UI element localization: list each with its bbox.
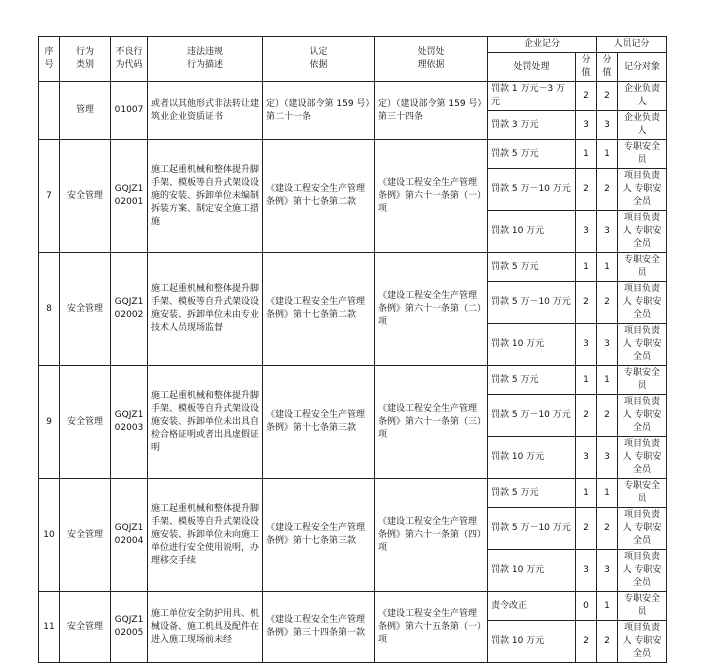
cell-penalty: 罚款 5 万－10 万元: [488, 508, 576, 550]
table-row: [39, 253, 667, 282]
cell-penalty-basis: 《建设工程安全生产管理条例》第六十一条第（四）项: [375, 479, 488, 592]
cell-target: 企业负责人: [618, 82, 667, 111]
cell-person-score: 1: [597, 592, 618, 621]
cell-seq: 9: [39, 366, 60, 479]
cell-company-score: 2: [576, 82, 597, 111]
cell-description: 或者以其他形式非法转让建筑业企业资质证书: [148, 82, 263, 140]
cell-penalty: 罚款 5 万元: [488, 140, 576, 169]
cell-penalty: 罚款 10 万元: [488, 621, 576, 663]
cell-seq: 8: [39, 253, 60, 366]
penalty-score-table: [38, 36, 667, 663]
cell-company-score: 2: [576, 508, 597, 550]
cell-penalty: 罚款 10 万元: [488, 550, 576, 592]
cell-seq: 10: [39, 479, 60, 592]
cell-target: 项目负责人 专职安全员: [618, 324, 667, 366]
cell-basis: 定）（建设部令第 159 号）第二十一条: [263, 82, 375, 140]
cell-basis: 《建设工程安全生产管理条例》第十七条第三款: [263, 479, 375, 592]
cell-target: 项目负责人 专职安全员: [618, 621, 667, 663]
cell-basis: 《建设工程安全生产管理条例》第十七条第二款: [263, 140, 375, 253]
cell-company-score: 1: [576, 479, 597, 508]
cell-company-score: 2: [576, 395, 597, 437]
cell-person-score: 3: [597, 211, 618, 253]
cell-code: GQJZ1 02002: [111, 253, 148, 366]
cell-target: 专职安全员: [618, 253, 667, 282]
cell-code: GQJZ1 02004: [111, 479, 148, 592]
table-row: [39, 479, 667, 508]
table-row: [39, 140, 667, 169]
cell-description: 施工起重机械和整体提升脚手架、模板等自升式架设设施安装、拆卸单位未由专业技术人员现场监督: [148, 253, 263, 366]
cell-person-score: 2: [597, 169, 618, 211]
cell-person-score: 3: [597, 437, 618, 479]
cell-target: 企业负责人: [618, 111, 667, 140]
cell-category: 管理: [60, 82, 111, 140]
header-person-score: 人员记分: [597, 37, 667, 53]
cell-person-score: 1: [597, 479, 618, 508]
header-company-value: 分值: [576, 53, 597, 82]
header-desc: 违法违规 行为描述: [148, 37, 263, 82]
cell-penalty: 罚款 5 万－10 万元: [488, 395, 576, 437]
cell-penalty-basis: 《建设工程安全生产管理条例》第六十一条第（三）项: [375, 366, 488, 479]
cell-company-score: 2: [576, 169, 597, 211]
cell-penalty-basis: 《建设工程安全生产管理条例》第六十一条第（二）项: [375, 253, 488, 366]
cell-company-score: 3: [576, 550, 597, 592]
header-penalty: 处罚处理: [488, 53, 576, 82]
header-penalty-basis: 处罚处 理依据: [375, 37, 488, 82]
cell-target: 专职安全员: [618, 140, 667, 169]
cell-code: 01007: [111, 82, 148, 140]
cell-target: 项目负责人 专职安全员: [618, 211, 667, 253]
cell-description: 施工起重机械和整体提升脚手架、模板等自升式架设设施安装、拆卸单位未出具自检合格证明或者出具虚假证明: [148, 366, 263, 479]
cell-code: GQJZ1 02005: [111, 592, 148, 663]
cell-penalty: 罚款 5 万－10 万元: [488, 169, 576, 211]
cell-basis: 《建设工程安全生产管理条例》第三十四条第一款: [263, 592, 375, 663]
cell-seq: 7: [39, 140, 60, 253]
header-person-value: 分值: [597, 53, 618, 82]
cell-description: 施工起重机械和整体提升脚手架、模板等自升式架设设施安装、拆卸单位未向施工单位进行安全使用说明，办理移交手续: [148, 479, 263, 592]
cell-description: 施工起重机械和整体提升脚手架、模板等自升式架设设施的安装、拆卸单位未编制拆装方案、制定安全施工措施: [148, 140, 263, 253]
cell-penalty: 罚款 10 万元: [488, 211, 576, 253]
cell-category: 安全管理: [60, 479, 111, 592]
cell-basis: 《建设工程安全生产管理条例》第十七条第三款: [263, 366, 375, 479]
cell-target: 专职安全员: [618, 366, 667, 395]
cell-person-score: 2: [597, 82, 618, 111]
cell-person-score: 1: [597, 366, 618, 395]
cell-target: 项目负责人 专职安全员: [618, 282, 667, 324]
cell-company-score: 3: [576, 437, 597, 479]
cell-person-score: 2: [597, 621, 618, 663]
cell-code: GQJZ1 02003: [111, 366, 148, 479]
cell-person-score: 3: [597, 550, 618, 592]
cell-person-score: 2: [597, 508, 618, 550]
cell-penalty: 罚款 5 万元: [488, 479, 576, 508]
cell-category: 安全管理: [60, 140, 111, 253]
cell-person-score: 1: [597, 253, 618, 282]
table-body: [39, 82, 667, 663]
cell-penalty: 罚款 5 万元: [488, 253, 576, 282]
cell-category: 安全管理: [60, 253, 111, 366]
header-company-score: 企业记分: [488, 37, 597, 53]
cell-category: 安全管理: [60, 592, 111, 663]
cell-target: 项目负责人 专职安全员: [618, 437, 667, 479]
cell-company-score: 2: [576, 621, 597, 663]
cell-target: 项目负责人 专职安全员: [618, 508, 667, 550]
cell-seq: 11: [39, 592, 60, 663]
cell-company-score: 1: [576, 140, 597, 169]
cell-company-score: 3: [576, 111, 597, 140]
header-category: 行为 类别: [60, 37, 111, 82]
cell-penalty: 罚款 3 万元: [488, 111, 576, 140]
header-code: 不良行 为代码: [111, 37, 148, 82]
cell-penalty: 罚款 10 万元: [488, 324, 576, 366]
cell-target: 项目负责人 专职安全员: [618, 395, 667, 437]
cell-target: 项目负责人 专职安全员: [618, 550, 667, 592]
header-seq: 序 号: [39, 37, 60, 82]
cell-target: 专职安全员: [618, 592, 667, 621]
cell-company-score: 1: [576, 253, 597, 282]
cell-penalty: 罚款 5 万元: [488, 366, 576, 395]
cell-penalty: 罚款 1 万元－3 万元: [488, 82, 576, 111]
header-basis: 认定 依据: [263, 37, 375, 82]
cell-category: 安全管理: [60, 366, 111, 479]
cell-person-score: 2: [597, 395, 618, 437]
cell-company-score: 0: [576, 592, 597, 621]
cell-person-score: 3: [597, 324, 618, 366]
cell-person-score: 3: [597, 111, 618, 140]
table-row: [39, 82, 667, 111]
cell-company-score: 3: [576, 324, 597, 366]
cell-penalty-basis: 《建设工程安全生产管理条例》第六十五条第（一）项: [375, 592, 488, 663]
cell-person-score: 2: [597, 282, 618, 324]
cell-company-score: 1: [576, 366, 597, 395]
cell-description: 施工单位安全防护用具、机械设备、施工机具及配件在进入施工现场前未经: [148, 592, 263, 663]
cell-company-score: 2: [576, 282, 597, 324]
cell-penalty-basis: 定）（建设部令第 159 号）第三十四条: [375, 82, 488, 140]
header-target: 记分对象: [618, 53, 667, 82]
cell-basis: 《建设工程安全生产管理条例》第十七条第二款: [263, 253, 375, 366]
table-row: [39, 592, 667, 621]
table-row: [39, 366, 667, 395]
cell-target: 专职安全员: [618, 479, 667, 508]
cell-company-score: 3: [576, 211, 597, 253]
cell-penalty-basis: 《建设工程安全生产管理条例》第六十一条第（一）项: [375, 140, 488, 253]
cell-seq: [39, 82, 60, 140]
cell-penalty: 罚款 10 万元: [488, 437, 576, 479]
cell-person-score: 1: [597, 140, 618, 169]
cell-code: GQJZ1 02001: [111, 140, 148, 253]
cell-target: 项目负责人 专职安全员: [618, 169, 667, 211]
cell-penalty: 罚款 5 万－10 万元: [488, 282, 576, 324]
cell-penalty: 责令改正: [488, 592, 576, 621]
